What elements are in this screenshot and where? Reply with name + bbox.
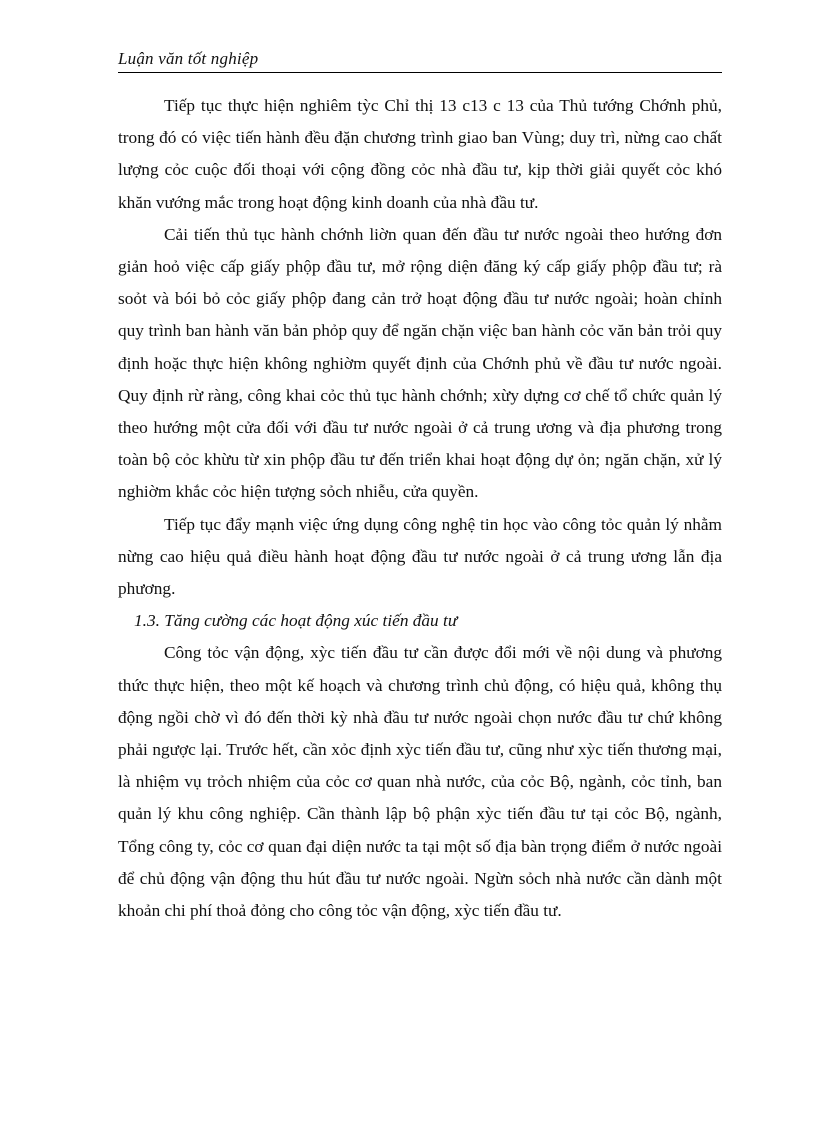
paragraph-directive-13: Tiếp tục thực hiện nghiêm tỳc Chỉ thị 13 c13 c 13 của Thủ tướng Chớnh phủ, trong đó có việc tiến hành đều đặn chương trình giao ban Vùng; duy trì, nừng cao chất lượng cỏc cuộc đối thoại với cộng đồng cỏc nhà đầu tư, kịp thời giải quyết cỏc khó khăn vướng mắc trong hoạt động kinh doanh của nhà đầu tư.: [118, 96, 722, 212]
paragraph-administrative-reform: Cải tiến thủ tục hành chớnh liờn quan đến đầu tư nước ngoài theo hướng đơn giản hoỏ việc cấp giấy phộp đầu tư, mở rộng diện đăng ký cấp giấy phộp đầu tư; rà soỏt và bói bỏ cỏc giấy phộp đang cản trở hoạt động đầu tư nước ngoài; hoàn chỉnh quy trình ban hành văn bản phỏp quy để ngăn chặn việc ban hành cỏc văn bản trỏi quy định hoặc thực hiện không nghiờm quyết định của Chớnh phủ về đầu tư nước ngoài. Quy định rừ ràng, công khai cỏc thủ tục hành chớnh; xừy dựng cơ chế tổ chức quản lý theo hướng một cửa đối với đầu tư nước ngoài ở cả trung ương và địa phương trong toàn bộ cỏc khừu từ xin phộp đầu tư đến triển khai hoạt động dự ỏn; ngăn chặn, xử lý nghiờm khắc cỏc hiện tượng sỏch nhiễu, cửa quyền.: [118, 224, 722, 502]
document-body: [118, 90, 722, 927]
section-heading: 1.3. Tăng cường các hoạt động xúc tiến đầu tư: [134, 611, 458, 631]
header-title: Luận văn tốt nghiệp: [118, 49, 259, 68]
page-header: [118, 48, 722, 73]
paragraph-it-application: Tiếp tục đẩy mạnh việc ứng dụng công nghệ tin học vào công tỏc quản lý nhằm nừng cao hiệu quả điều hành hoạt động đầu tư nước ngoài ở cả trung ương lẫn địa phương.: [118, 514, 722, 599]
paragraph-investment-promotion: Công tỏc vận động, xỳc tiến đầu tư cần được đổi mới về nội dung và phương thức thực hiện, theo một kế hoạch và chương trình chủ động, có hiệu quả, không thụ động ngồi chờ vì đó đến thời kỳ nhà đầu tư nước ngoài chọn nước đầu tư chứ không phải ngược lại. Trước hết, cần xỏc định xỳc tiến đầu tư, cũng như xỳc tiến thương mại, là nhiệm vụ trỏch nhiệm của cỏc cơ quan nhà nước, của cỏc Bộ, ngành, cỏc tỉnh, ban quản lý khu công nghiệp. Cần thành lập bộ phận xỳc tiến đầu tư tại cỏc Bộ, ngành, Tổng công ty, cỏc cơ quan đại diện nước ta tại một số địa bàn trọng điểm ở nước ngoài để chủ động vận động thu hút đầu tư nước ngoài. Ngừn sỏch nhà nước cần dành một khoản chi phí thoả đỏng cho công tỏc vận động, xỳc tiến đầu tư.: [118, 643, 722, 921]
